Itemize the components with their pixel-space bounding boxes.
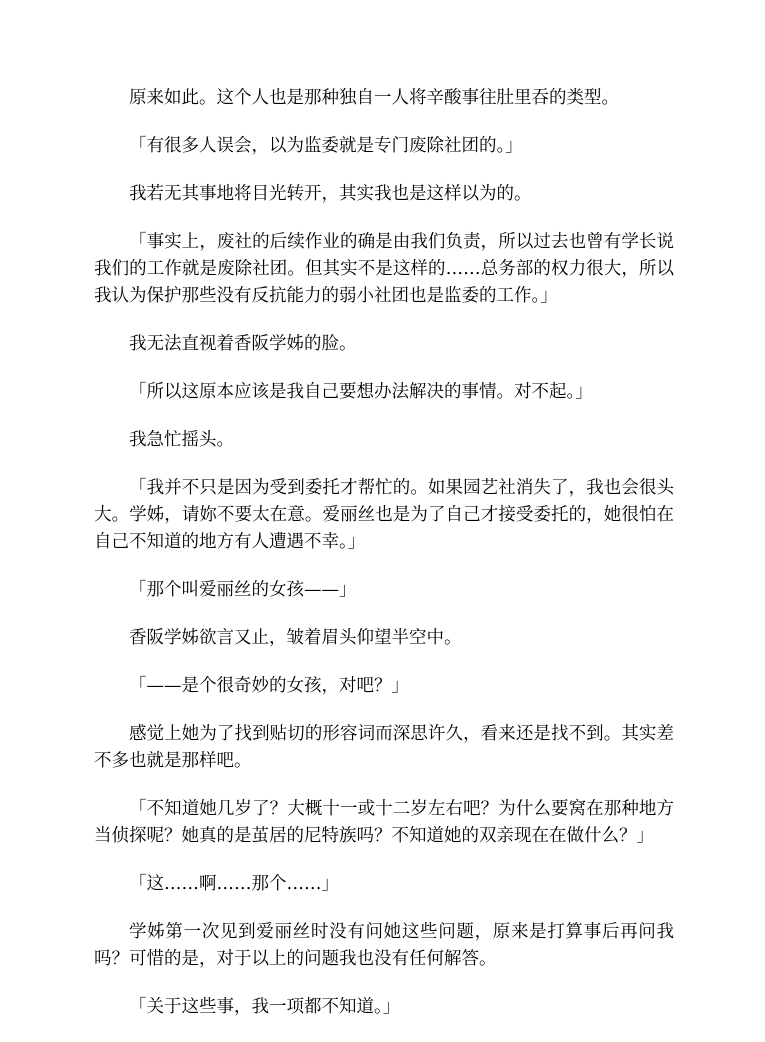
- paragraph: 「——是个很奇妙的女孩，对吧？」: [129, 676, 409, 696]
- document-page: [94, 85, 674, 1042]
- paragraph: 我无法直视着香阪学姊的脸。: [129, 334, 357, 354]
- paragraph: 香阪学姊欲言又止，皱着眉头仰望半空中。: [129, 628, 462, 648]
- paragraph: 「我并不只是因为受到委托才帮忙的。如果园艺社消失了，我也会很头大。学姊，请妳不要太在意。爱丽丝也是为了自己才接受委托的，她很怕在自己不知道的地方有人遭遇不幸。」: [94, 478, 674, 552]
- paragraph: 我急忙摇头。: [129, 430, 234, 450]
- paragraph: 「事实上，废社的后续作业的确是由我们负责，所以过去也曾有学长说我们的工作就是废除社团。但其实不是这样的……总务部的权力很大，所以我认为保护那些没有反抗能力的弱小社团也是监委的工作。」: [94, 232, 674, 306]
- paragraph: 我若无其事地将目光转开，其实我也是这样以为的。: [129, 184, 532, 204]
- paragraph: 「有很多人误会，以为监委就是专门废除社团的。」: [129, 136, 523, 156]
- paragraph: 原来如此。这个人也是那种独自一人将辛酸事往肚里吞的类型。: [129, 88, 619, 108]
- paragraph: 「那个叫爱丽丝的女孩——」: [129, 580, 357, 600]
- paragraph: 「所以这原本应该是我自己要想办法解决的事情。对不起。」: [129, 382, 593, 402]
- paragraph: 「不知道她几岁了？大概十一或十二岁左右吧？为什么要窝在那种地方当侦探呢？她真的是茧居的尼特族吗？不知道她的双亲现在在做什么？」: [94, 799, 674, 846]
- paragraph: 「关于这些事，我一项都不知道。」: [129, 997, 401, 1017]
- paragraph: 「这……啊……那个……」: [129, 874, 339, 894]
- paragraph: 感觉上她为了找到贴切的形容词而深思许久，看来还是找不到。其实差不多也就是那样吧。: [94, 724, 674, 771]
- paragraph: 学姊第一次见到爱丽丝时没有问她这些问题，原来是打算事后再问我吗？可惜的是，对于以上的问题我也没有任何解答。: [94, 922, 674, 969]
